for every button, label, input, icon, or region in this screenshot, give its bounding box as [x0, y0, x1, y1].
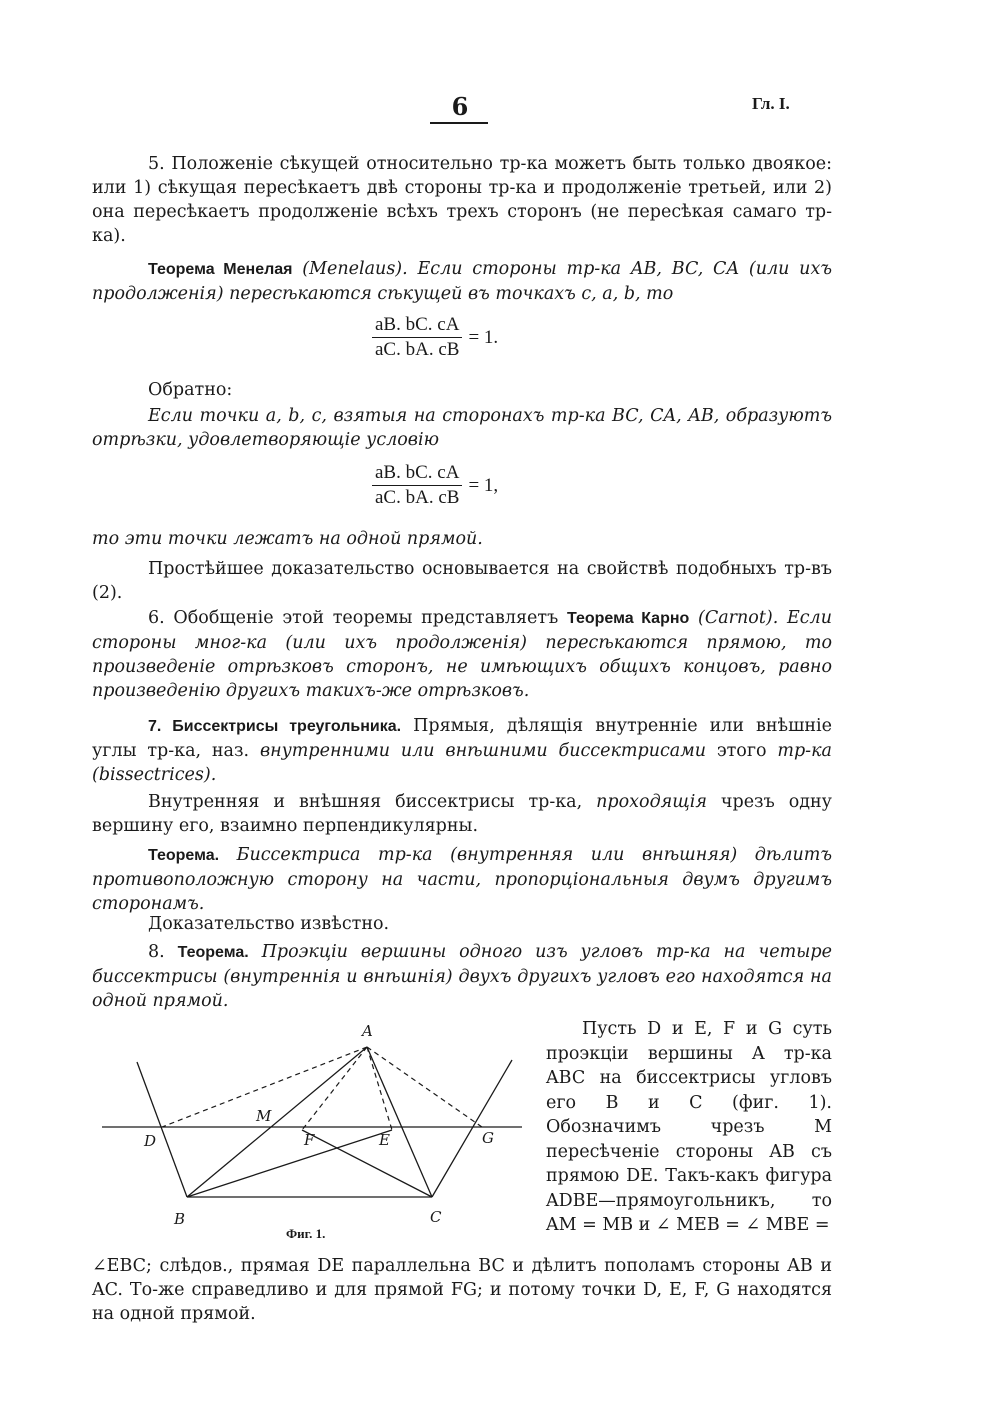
carnot-title: Теорема Карно — [566, 610, 690, 627]
label-f: F — [304, 1131, 315, 1149]
bisectors-italic: внутренними или внѣшними биссектрисами — [259, 741, 706, 761]
formula-rhs: = 1. — [468, 326, 499, 348]
converse-label: Обратно: — [148, 380, 233, 400]
proof-known: Доказательство извѣстно. — [148, 914, 390, 934]
perp-text2: чрезъ одну вершину его, взаимно перпендикулярны. — [92, 792, 832, 836]
perp-text: Внутренняя и внѣшняя биссектрисы тр-ка, — [148, 792, 583, 812]
paragraph-7 — [92, 714, 832, 787]
figure-1 — [92, 1012, 538, 1230]
proj-af — [302, 1047, 367, 1130]
int-bisector-c — [302, 1130, 432, 1197]
para8-side-text: Пусть D и E, F и G суть проэкціи вершины A тр-ка ABC на биссектрисы угловъ его B и C (фиг. 1). Обозначимъ чрезъ M пересѣченіе стороны AB съ прямою DE. Такъ-какъ фигура ADBE—прямоугольникъ, то AM = MB и ∠ MEB = ∠ MBE = — [546, 1019, 832, 1235]
label-e: E — [379, 1131, 390, 1149]
formula2-denominator: aC. bA. cB — [375, 487, 460, 508]
para8-lead: 8. — [148, 942, 165, 962]
converse-text: Если точки a, b, c, взятыя на сторонахъ тр-ка BC, CA, AB, образуютъ отрѣзки, удовлетворяющіе условію — [92, 406, 832, 450]
perp-italic: проходящія — [596, 792, 707, 812]
menelaus-title: Теорема Менелая — [148, 261, 293, 278]
paragraph-6 — [92, 606, 832, 703]
bisectors-perpendicular — [92, 790, 832, 838]
menelaus-converse-formula — [372, 462, 498, 509]
para8-statement: Проэкціи вершины одного изъ угловъ тр-ка на четыре биссектрисы (внутреннія и внѣшнія) двухъ другихъ угловъ его находятся на одной прямой. — [92, 942, 832, 1011]
menelaus-formula — [372, 314, 498, 361]
menelaus-statement: (Menelaus). Если стороны тр-ка AB, BC, CA (или ихъ продолженія) пересѣкаются сѣкущей въ точкахъ c, a, b, то — [92, 259, 832, 304]
menelaus-theorem — [92, 257, 832, 306]
int-bisector-b — [187, 1130, 392, 1197]
formula-numerator: aB. bC. cA — [372, 314, 462, 338]
paragraph-5: 5. Положеніе сѣкущей относительно тр-ка можетъ быть только двоякое: или 1) сѣкущая пересѣкаетъ двѣ стороны тр-ка и продолженіе третьей, или 2) она пересѣкаетъ продолженіе всѣхъ трехъ сторонъ (не пересѣкая самаго тр-ка). — [92, 154, 832, 246]
ext-bisector-b — [137, 1062, 187, 1197]
bisector-theorem — [92, 843, 832, 916]
page-number: 6 — [451, 92, 469, 121]
formula2-rhs: = 1, — [468, 474, 499, 496]
label-m: M — [256, 1107, 272, 1125]
carnot-lead: 6. Обобщеніе этой теоремы представляетъ — [148, 608, 559, 628]
bisectors-text: Прямыя, дѣлящія внутренніе или внѣшніе углы тр-ка, наз. — [92, 716, 832, 761]
formula-denominator: aC. bA. cB — [375, 339, 460, 360]
proof-note: Простѣйшее доказательство основывается на свойствѣ подобныхъ тр-въ (2). — [92, 559, 832, 603]
para8-theorem-label: Теорема. — [177, 944, 249, 961]
page-number-underline — [430, 122, 488, 124]
label-g: G — [482, 1129, 494, 1147]
bisectors-title: 7. Биссектрисы треугольника. — [148, 718, 402, 735]
label-b: B — [174, 1210, 186, 1228]
label-a: A — [362, 1022, 373, 1040]
bisectors-text2: этого — [716, 741, 767, 761]
label-c: C — [430, 1208, 442, 1226]
label-d: D — [144, 1132, 157, 1150]
bisectors-italic2: тр-ка (bissectrices). — [92, 741, 832, 785]
ext-bisector-c — [432, 1060, 512, 1197]
side-ab — [187, 1047, 367, 1197]
bisector-theorem-label: Теорема. — [148, 847, 220, 864]
paragraph-8 — [92, 940, 832, 1013]
proj-ae — [367, 1047, 392, 1130]
figure-caption: Фиг. 1. — [286, 1226, 326, 1241]
carnot-statement: (Carnot). Если стороны мног-ка (или ихъ продолженія) пересѣкаются прямою, то произведеніе отрѣзковъ сторонъ, не имѣющихъ общихъ концовъ, равно произведенію другихъ такихъ-же отрѣзковъ. — [92, 608, 832, 701]
para8-full-text: ∠EBC; слѣдов., прямая DE параллельна BC и дѣлитъ пополамъ стороны AB и AC. То-же справедливо и для прямой FG; и потому точки D, E, F, G находятся на одной прямой. — [92, 1256, 832, 1324]
bisector-theorem-text: Биссектриса тр-ка (внутренняя или внѣшняя) дѣлитъ противоположную сторону на части, пропорціональныя двумъ другимъ сторонамъ. — [92, 845, 832, 914]
chapter-label: Гл. I. — [752, 94, 790, 113]
formula2-numerator: aB. bC. cA — [372, 462, 462, 486]
converse-conclusion: то эти точки лежатъ на одной прямой. — [92, 529, 483, 549]
